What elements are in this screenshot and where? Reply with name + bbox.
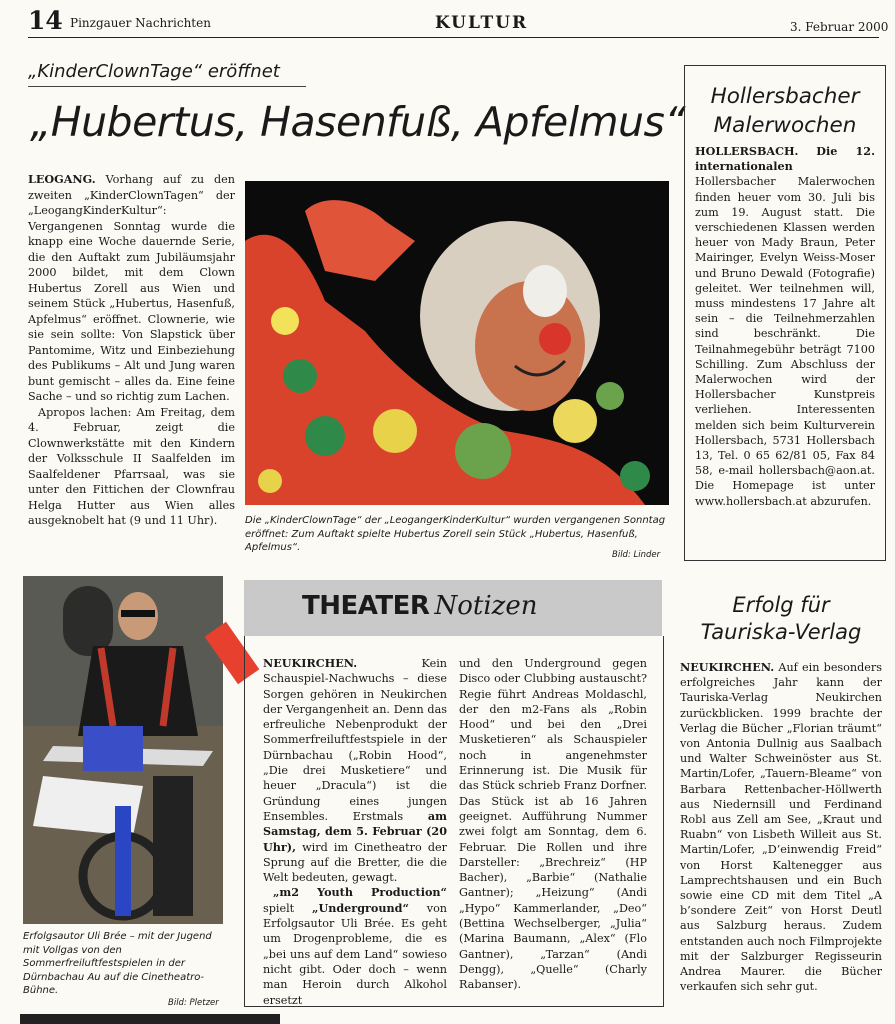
theater-notizen-header [244, 580, 662, 636]
theater-play-title: „Underground“ [312, 900, 409, 915]
article-paragraph-2: Apropos lachen: Am Freitag, dem 4. Februar, zeigt die Clownwerkstätte mit den Kindern der Volksschule II Saalfelden im Saalfeldener Pfarrsaal, was sie unter den Fittichen der Clownfrau Helga Hutter aus Wien alles ausgeknobelt hat (9 und 11 Uhr). [28, 405, 235, 527]
uli-photo [23, 576, 223, 924]
tauriska-title-line2: Tauriska-Verlag [700, 620, 862, 644]
clown-photo [245, 181, 669, 505]
tauriska-body: NEUKIRCHEN. Auf ein besonders erfolgreiches Jahr kann der Tauriska-Verlag Neukirchen zurückblicken. 1999 brachte der Verlag die Bücher „Florian träumt“ von Antonia Dullnig aus Saalbach und Walter Schweinöster aus St. Martin/Lofer, „Tauern-Bleame“ von Barbara Rettenbacher-Höllwerth aus Niedernsill und Ferdinand Robl aus Zell am See, „Kraut und Ruabn“ von Lisbeth Willeit aus St. Martin/Lofer, „D’einwendig Freid“ von Horst Kaltenegger aus Lamprechtshausen und ein Buch sowie eine CD mit dem Titel „A b’sondere Zeit“ von Horst Deutl aus Salzburg heraus. Zudem entstanden auch noch Filmprojekte mit der Salzburger Regisseurin Andrea Maurer. die Bücher verkaufen sich sehr gut. [680, 660, 882, 994]
dateline: NEUKIRCHEN. [263, 656, 358, 670]
uli-photo-credit: Bild: Pletzer [168, 998, 219, 1008]
malerwochen-title-line1: Hollersbacher [710, 84, 860, 109]
bottom-edge-bar [20, 1014, 280, 1024]
malerwochen-body: HOLLERSBACH. Die 12. internationalen Hollersbacher Malerwochen finden heuer vom 30. Juli bis zum 19. August statt. Die verschiedenen Klassen werden heuer von Mady Braun, Peter Mairinger, Evelyn Weiss-Moser und Bruno Dewald (Fotografie) geleitet. Wer teilnehmen will, muss mindestens 17 Jahre alt sein – die Teilnehmerzahlen sind beschränkt. Die Teilnahmegebühr beträgt 7100 Schilling. Zum Abschluss der Malerwochen wird der Hollersbacher Kunstpreis verliehen. Interessenten melden sich beim Kulturverein Hollersbach, 5731 Hollersbach 13, Tel. 0 65 62/81 05, Fax 84 58, e-mail hollersbach@aon.at. Die Homepage ist unter www.hollersbach.at abzurufen. [695, 144, 875, 508]
dateline: LEOGANG. [28, 172, 96, 186]
theater-heading-italic: Notizen [434, 591, 538, 621]
newspaper-name: Pinzgauer Nachrichten [70, 16, 211, 30]
theater-heading-bold: THEATER [302, 591, 430, 621]
clown-illustration [245, 181, 669, 505]
tauriska-title-line1: Erfolg für [732, 593, 830, 617]
malerwochen-box [684, 65, 886, 561]
header-rule [28, 37, 879, 38]
article-body [28, 172, 235, 529]
dateline: NEUKIRCHEN. [680, 660, 775, 674]
malerwochen-lead: Die 12. internationalen [695, 144, 875, 174]
dateline: HOLLERSBACH. [695, 144, 799, 158]
theater-production: „m2 Youth Production“ [273, 885, 447, 900]
article-headline: „Hubertus, Hasenfuß, Apfelmus“ [30, 98, 686, 146]
malerwochen-title-line2: Malerwochen [713, 113, 857, 138]
kicker-underline [28, 86, 306, 87]
clown-photo-caption: Die „KinderClownTage“ der „LeogangerKinderKultur“ wurden vergangenen Sonntag eröffnet: Zum Auftakt spielte Hubertus Zorell sein Stück „Hubertus, Hasenfuß, Apfelmus“. [245, 515, 666, 553]
section-title: KULTUR [435, 13, 529, 33]
motorcycle-illustration [23, 576, 223, 924]
theater-column-2: und den Underground gegen Disco oder Clubbing austauscht? Regie führt Andreas Moldaschl, der den m2-Fans als „Robin Hood“ und bei den „Drei Musketieren“ als Schauspieler noch in angenehmster Erinnerung ist. Die Musik für das Stück schrieb Franz Dorfner. Das Stück ist ab 16 Jahren geeignet. Aufführung Nummer zwei folgt am Sonntag, dem 6. Februar. Die Rollen und ihre Darsteller: „Brechreiz“ (HP Bacher), „Barbie“ (Nathalie Gantner); „Heizung“ (Andi „Hypo“ Kammerlander, „Deo“ (Bettina Wechselberger, „Julia“ (Marina Baumann, „Alex“ (Flo Gantner), „Tarzan“ (Andi Dengg), „Quelle“ (Charly Rabanser). [459, 657, 647, 992]
issue-date: 3. Februar 2000 [790, 20, 889, 34]
article-paragraph-1: LEOGANG. Vorhang auf zu den zweiten „KinderClownTagen“ der „LeogangKinderKultur“: Vergangenen Sonntag wurde die knapp eine Woche dauernde Serie, die den Auftakt zum Jubiläumsjahr 2000 bildet, mit dem Clown Hubertus Zorell aus Wien und seinem Stück „Hubertus, Hasenfuß, Apfelmus“ eröffnet. Clownerie, wie sie sein sollte: Von Slapstick über Pantomime, Witz und Einbeziehung des Publikums – Alt und Jung waren bunt gemischt – alles da. Eine feine Sache – und so richtig zum Lachen. [28, 172, 235, 403]
theater-column-1: NEUKIRCHEN. Kein Schauspiel-Nachwuchs – diese Sorgen gehören in Neukirchen der Vergangenheit an. Denn das erfreuliche Nebenprodukt der Sommerfreiluftfestspiele in der Dürnbachau („Robin Hood“, „Die drei Musketiere“ und heuer „Dracula“) ist die Gründung eines jungen Ensembles. Erstmals am Samstag, dem 5. Februar (20 Uhr), wird im Cinetheatro der Sprung auf die Bretter, die die Welt bedeuten, gewagt. „m2 Youth Production“ spielt „Underground“ von Erfolgsautor Uli Brée. Es geht um Drogenprobleme, die es „bei uns auf dem Land“ sowieso nicht gibt. Oder doch – wenn man Heroin durch Alkohol ersetzt [263, 656, 448, 1007]
uli-photo-caption: Erfolgsautor Uli Brée – mit der Jugend mit Vollgas von den Sommerfreiluftfestspielen in der Dürnbachau Au auf die Cinetheatro-Bühne. [23, 931, 212, 996]
theater-date: am Samstag, dem 5. Februar (20 Uhr), [263, 808, 447, 854]
page-number: 14 [28, 6, 63, 35]
article-kicker: „KinderClownTage“ eröffnet [28, 61, 280, 82]
clown-photo-credit: Bild: Linder [612, 550, 661, 560]
